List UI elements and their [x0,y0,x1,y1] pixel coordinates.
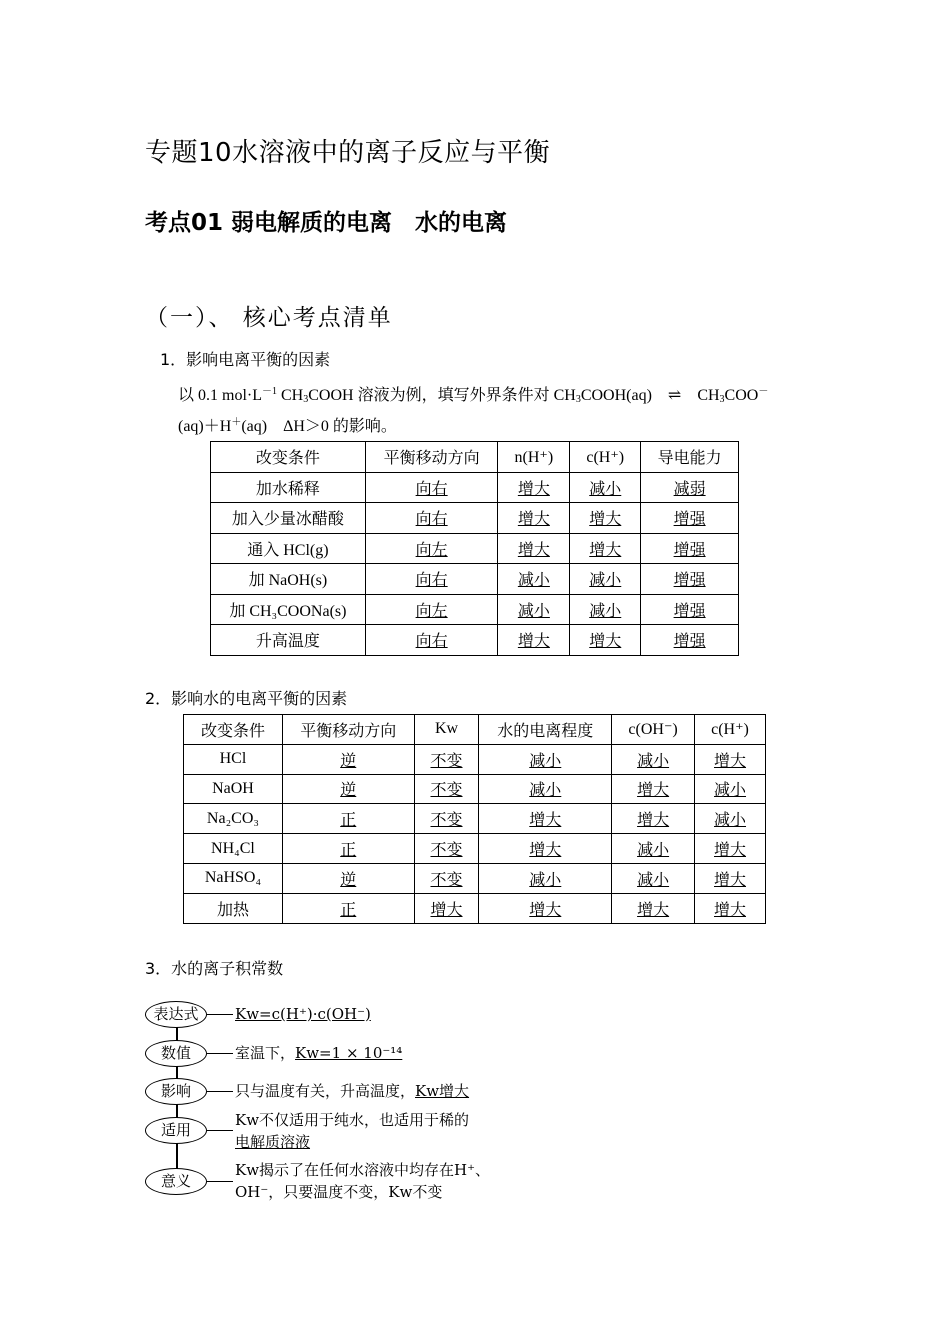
answer-text: 减小 [637,752,670,770]
answer-cell [612,744,695,774]
answer-text: 减小 [714,812,747,830]
answer-text: 正 [340,812,357,830]
answer-text: 增强 [673,602,706,620]
answer-text: 逆 [340,782,357,800]
condition-cell: NaHSO₄ [184,863,283,893]
condition-cell: Na₂CO₃ [184,804,283,834]
answer-cell [695,804,766,834]
answer-text: 增大 [529,842,562,860]
answer-cell [695,774,766,804]
condition-cell: NH₄Cl [184,834,283,864]
answer-cell [365,503,498,534]
answer-cell [365,533,498,564]
answer-text: 减小 [529,871,562,889]
answer-text: 增大 [637,782,670,800]
answer-text: 向右 [415,633,448,651]
condition-cell: 升高温度 [211,625,366,656]
answer-cell [641,564,739,595]
answer-text: 不变 [430,842,463,860]
answer-cell [282,834,414,864]
answer-text: 正 [340,842,357,860]
column-header: 平衡移动方向 [282,715,414,745]
answer-text: 增大 [589,633,622,651]
answer-text: 增大 [517,511,550,529]
answer-cell [498,533,570,564]
branch-line [207,1181,233,1182]
answer-text: 不变 [430,782,463,800]
branch-line [207,1091,233,1092]
answer-cell [414,863,479,893]
answer-cell [695,863,766,893]
column-header: n(H⁺) [498,442,570,473]
node-influence: 影响 [145,1078,207,1105]
answer-text: 增大 [714,752,747,770]
water-ionization-table [183,714,766,924]
expression-text: Kw=c(H⁺)·c(OH⁻) [235,1005,371,1023]
condition-cell: NaOH [184,774,283,804]
condition-cell: 加水稀释 [211,472,366,503]
answer-cell [282,744,414,774]
section-heading: （一）、 核心考点清单 [145,305,393,331]
column-header: c(H⁺) [570,442,641,473]
condition-cell: HCl [184,744,283,774]
answer-cell [479,893,612,923]
column-header: 水的电离程度 [479,715,612,745]
answer-text: 向左 [415,602,448,620]
node-meaning: 意义 [145,1168,207,1195]
answer-cell [498,594,570,625]
item1-heading: 1．影响电离平衡的因素 [160,350,331,369]
condition-cell: 通入 HCl(g) [211,533,366,564]
answer-cell [641,533,739,564]
answer-text: 增大 [529,812,562,830]
column-header: 导电能力 [641,442,739,473]
column-header: Kw [414,715,479,745]
answer-text: 向右 [415,572,448,590]
table-row [211,594,739,625]
answer-text: 增大 [714,901,747,919]
answer-cell [414,834,479,864]
condition-cell: 加 CH₃COONa(s) [211,594,366,625]
answer-cell [695,744,766,774]
table-row [211,472,739,503]
answer-cell [365,625,498,656]
answer-text: 向右 [415,480,448,498]
answer-cell [365,472,498,503]
condition-cell: 加入少量冰醋酸 [211,503,366,534]
condition-cell: 加 NaOH(s) [211,564,366,595]
answer-text: 减弱 [673,480,706,498]
answer-cell [641,503,739,534]
node-expression: 表达式 [145,1001,207,1028]
table-row [184,834,766,864]
table-header-row [184,715,766,745]
answer-text: 减小 [637,871,670,889]
value-text: 室温下，Kw=1 × 10⁻¹⁴ [235,1044,403,1062]
table-row [211,503,739,534]
answer-text: 向右 [415,511,448,529]
answer-cell [498,503,570,534]
answer-cell [695,834,766,864]
answer-text: 增大 [637,812,670,830]
answer-text: 减小 [529,782,562,800]
answer-cell [641,472,739,503]
answer-text: 增强 [673,633,706,651]
answer-text: 不变 [430,752,463,770]
answer-cell [498,472,570,503]
kw-concept-diagram [140,995,520,1210]
answer-cell [612,774,695,804]
answer-cell [695,893,766,923]
answer-cell [570,594,641,625]
table-header-row [211,442,739,473]
answer-text: 向左 [415,541,448,559]
column-header: c(H⁺) [695,715,766,745]
answer-cell [570,472,641,503]
answer-text: 不变 [430,812,463,830]
answer-text: 正 [340,901,357,919]
answer-cell [414,893,479,923]
answer-cell [365,594,498,625]
column-header: 改变条件 [211,442,366,473]
answer-cell [282,893,414,923]
answer-cell [612,834,695,864]
influence-text: 只与温度有关，升高温度，Kw增大 [235,1082,470,1100]
table-row [184,893,766,923]
topic-subtitle: 考点01 弱电解质的电离 水的电离 [145,210,508,236]
answer-cell [365,564,498,595]
answer-cell [414,804,479,834]
answer-text: 增大 [430,901,463,919]
node-apply: 适用 [145,1117,207,1144]
answer-text: 减小 [714,782,747,800]
answer-text: 增大 [637,901,670,919]
answer-cell [479,834,612,864]
answer-text: 增强 [673,541,706,559]
table-row [211,533,739,564]
ionization-factors-table [210,441,739,656]
item3-heading: 3．水的离子积常数 [145,959,284,978]
answer-cell [282,804,414,834]
answer-text: 逆 [340,752,357,770]
answer-text: 减小 [637,842,670,860]
answer-cell [479,744,612,774]
answer-cell [498,625,570,656]
answer-cell [414,744,479,774]
answer-text: 增大 [714,842,747,860]
table-row [184,863,766,893]
answer-cell [612,863,695,893]
answer-text: 增大 [517,633,550,651]
answer-text: 不变 [430,871,463,889]
answer-text: 增大 [589,541,622,559]
answer-cell [570,625,641,656]
answer-cell [612,804,695,834]
table-row [184,774,766,804]
branch-line [207,1053,233,1054]
condition-cell: 加热 [184,893,283,923]
answer-cell [498,564,570,595]
answer-cell [570,533,641,564]
answer-text: 减小 [589,602,622,620]
node-value: 数值 [145,1040,207,1067]
column-header: c(OH⁻) [612,715,695,745]
apply-text: Kw不仅适用于纯水，也适用于稀的 电解质溶液 [235,1111,470,1151]
answer-text: 增大 [589,511,622,529]
answer-text: 逆 [340,871,357,889]
answer-text: 增强 [673,572,706,590]
answer-text: 减小 [589,480,622,498]
answer-text: 减小 [529,752,562,770]
answer-cell [570,503,641,534]
answer-text: 增大 [517,480,550,498]
branch-line [207,1014,233,1015]
item1-paragraph-line1: 以 0.1 $mol\cdot L^{-1}$ $CH_3COOH$ 溶液为例，填写外界条件对 $CH_3COOH(aq)$ ⇌ $CH_3COO^-$ [178,386,769,405]
column-header: 改变条件 [184,715,283,745]
page-title: 专题10水溶液中的离子反应与平衡 [145,138,551,168]
answer-cell [479,774,612,804]
table-row [184,804,766,834]
answer-cell [641,625,739,656]
answer-text: 减小 [589,572,622,590]
table-row [211,564,739,595]
answer-cell [479,863,612,893]
table-row [211,625,739,656]
item2-heading: 2．影响水的电离平衡的因素 [145,689,348,708]
answer-text: 增强 [673,511,706,529]
answer-cell [282,863,414,893]
branch-line [207,1130,233,1131]
answer-cell [641,594,739,625]
answer-text: 减小 [517,602,550,620]
answer-cell [282,774,414,804]
answer-text: 增大 [517,541,550,559]
answer-cell [570,564,641,595]
answer-text: 增大 [714,871,747,889]
meaning-text: Kw揭示了在任何水溶液中均存在H⁺、 OH⁻，只要温度不变，Kw不变 [235,1161,491,1201]
answer-cell [414,774,479,804]
answer-text: 减小 [517,572,550,590]
column-header: 平衡移动方向 [365,442,498,473]
answer-cell [479,804,612,834]
item1-paragraph-line2: (aq)＋H＋(aq) ΔH＞0 的影响。 [178,417,397,435]
answer-cell [612,893,695,923]
table-row [184,744,766,774]
answer-text: 增大 [529,901,562,919]
